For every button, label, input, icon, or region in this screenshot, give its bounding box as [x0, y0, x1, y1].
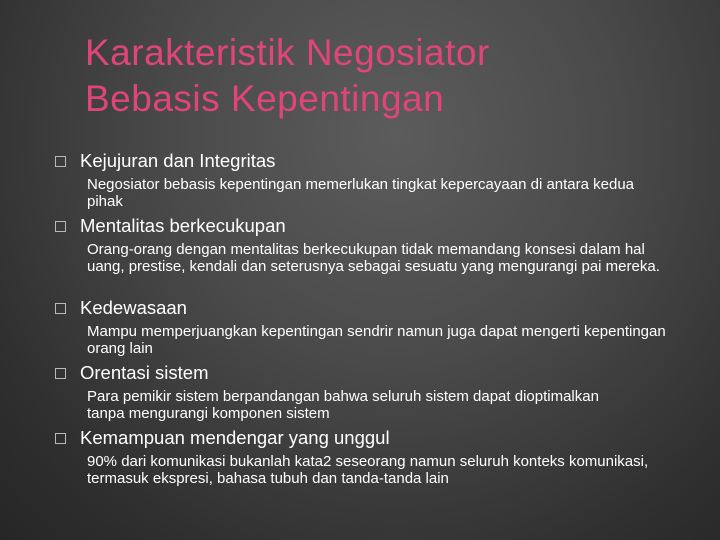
- item-heading: Mentalitas berkecukupan: [80, 215, 286, 236]
- title-line-1: Karakteristik Negosiator: [85, 32, 490, 73]
- item-heading: Kemampuan mendengar yang unggul: [80, 427, 390, 448]
- item-description: Para pemikir sistem berpandangan bahwa seluruh sistem dapat dioptimalkan tanpa mengurangi komponen sistem: [87, 388, 599, 422]
- bullet-icon: [55, 368, 66, 379]
- item-description: Orang-orang dengan mentalitas berkecukupan tidak memandang konsesi dalam hal uang, prestise, kendali dan seterusnya sebagai sesuatu yang mengurangi pai mereka.: [87, 241, 660, 275]
- bullet-icon: [55, 303, 66, 314]
- item-heading: Orentasi sistem: [80, 362, 209, 383]
- item-heading: Kejujuran dan Integritas: [80, 150, 276, 171]
- title-line-2: Bebasis Kepentingan: [85, 78, 445, 119]
- item-description: 90% dari komunikasi bukanlah kata2 seseorang namun seluruh konteks komunikasi, termasuk ekspresi, bahasa tubuh dan tanda-tanda lain: [87, 453, 649, 487]
- bullet-icon: [55, 433, 66, 444]
- bullet-icon: [55, 221, 66, 232]
- bullet-icon: [55, 156, 66, 167]
- item-description: Mampu memperjuangkan kepentingan sendrir namun juga dapat mengerti kepentingan orang lain: [87, 323, 666, 357]
- slide-title: [85, 30, 685, 122]
- item-heading: Kedewasaan: [80, 297, 187, 318]
- item-description: Negosiator bebasis kepentingan memerlukan tingkat kepercayaan di antara kedua pihak: [87, 176, 635, 210]
